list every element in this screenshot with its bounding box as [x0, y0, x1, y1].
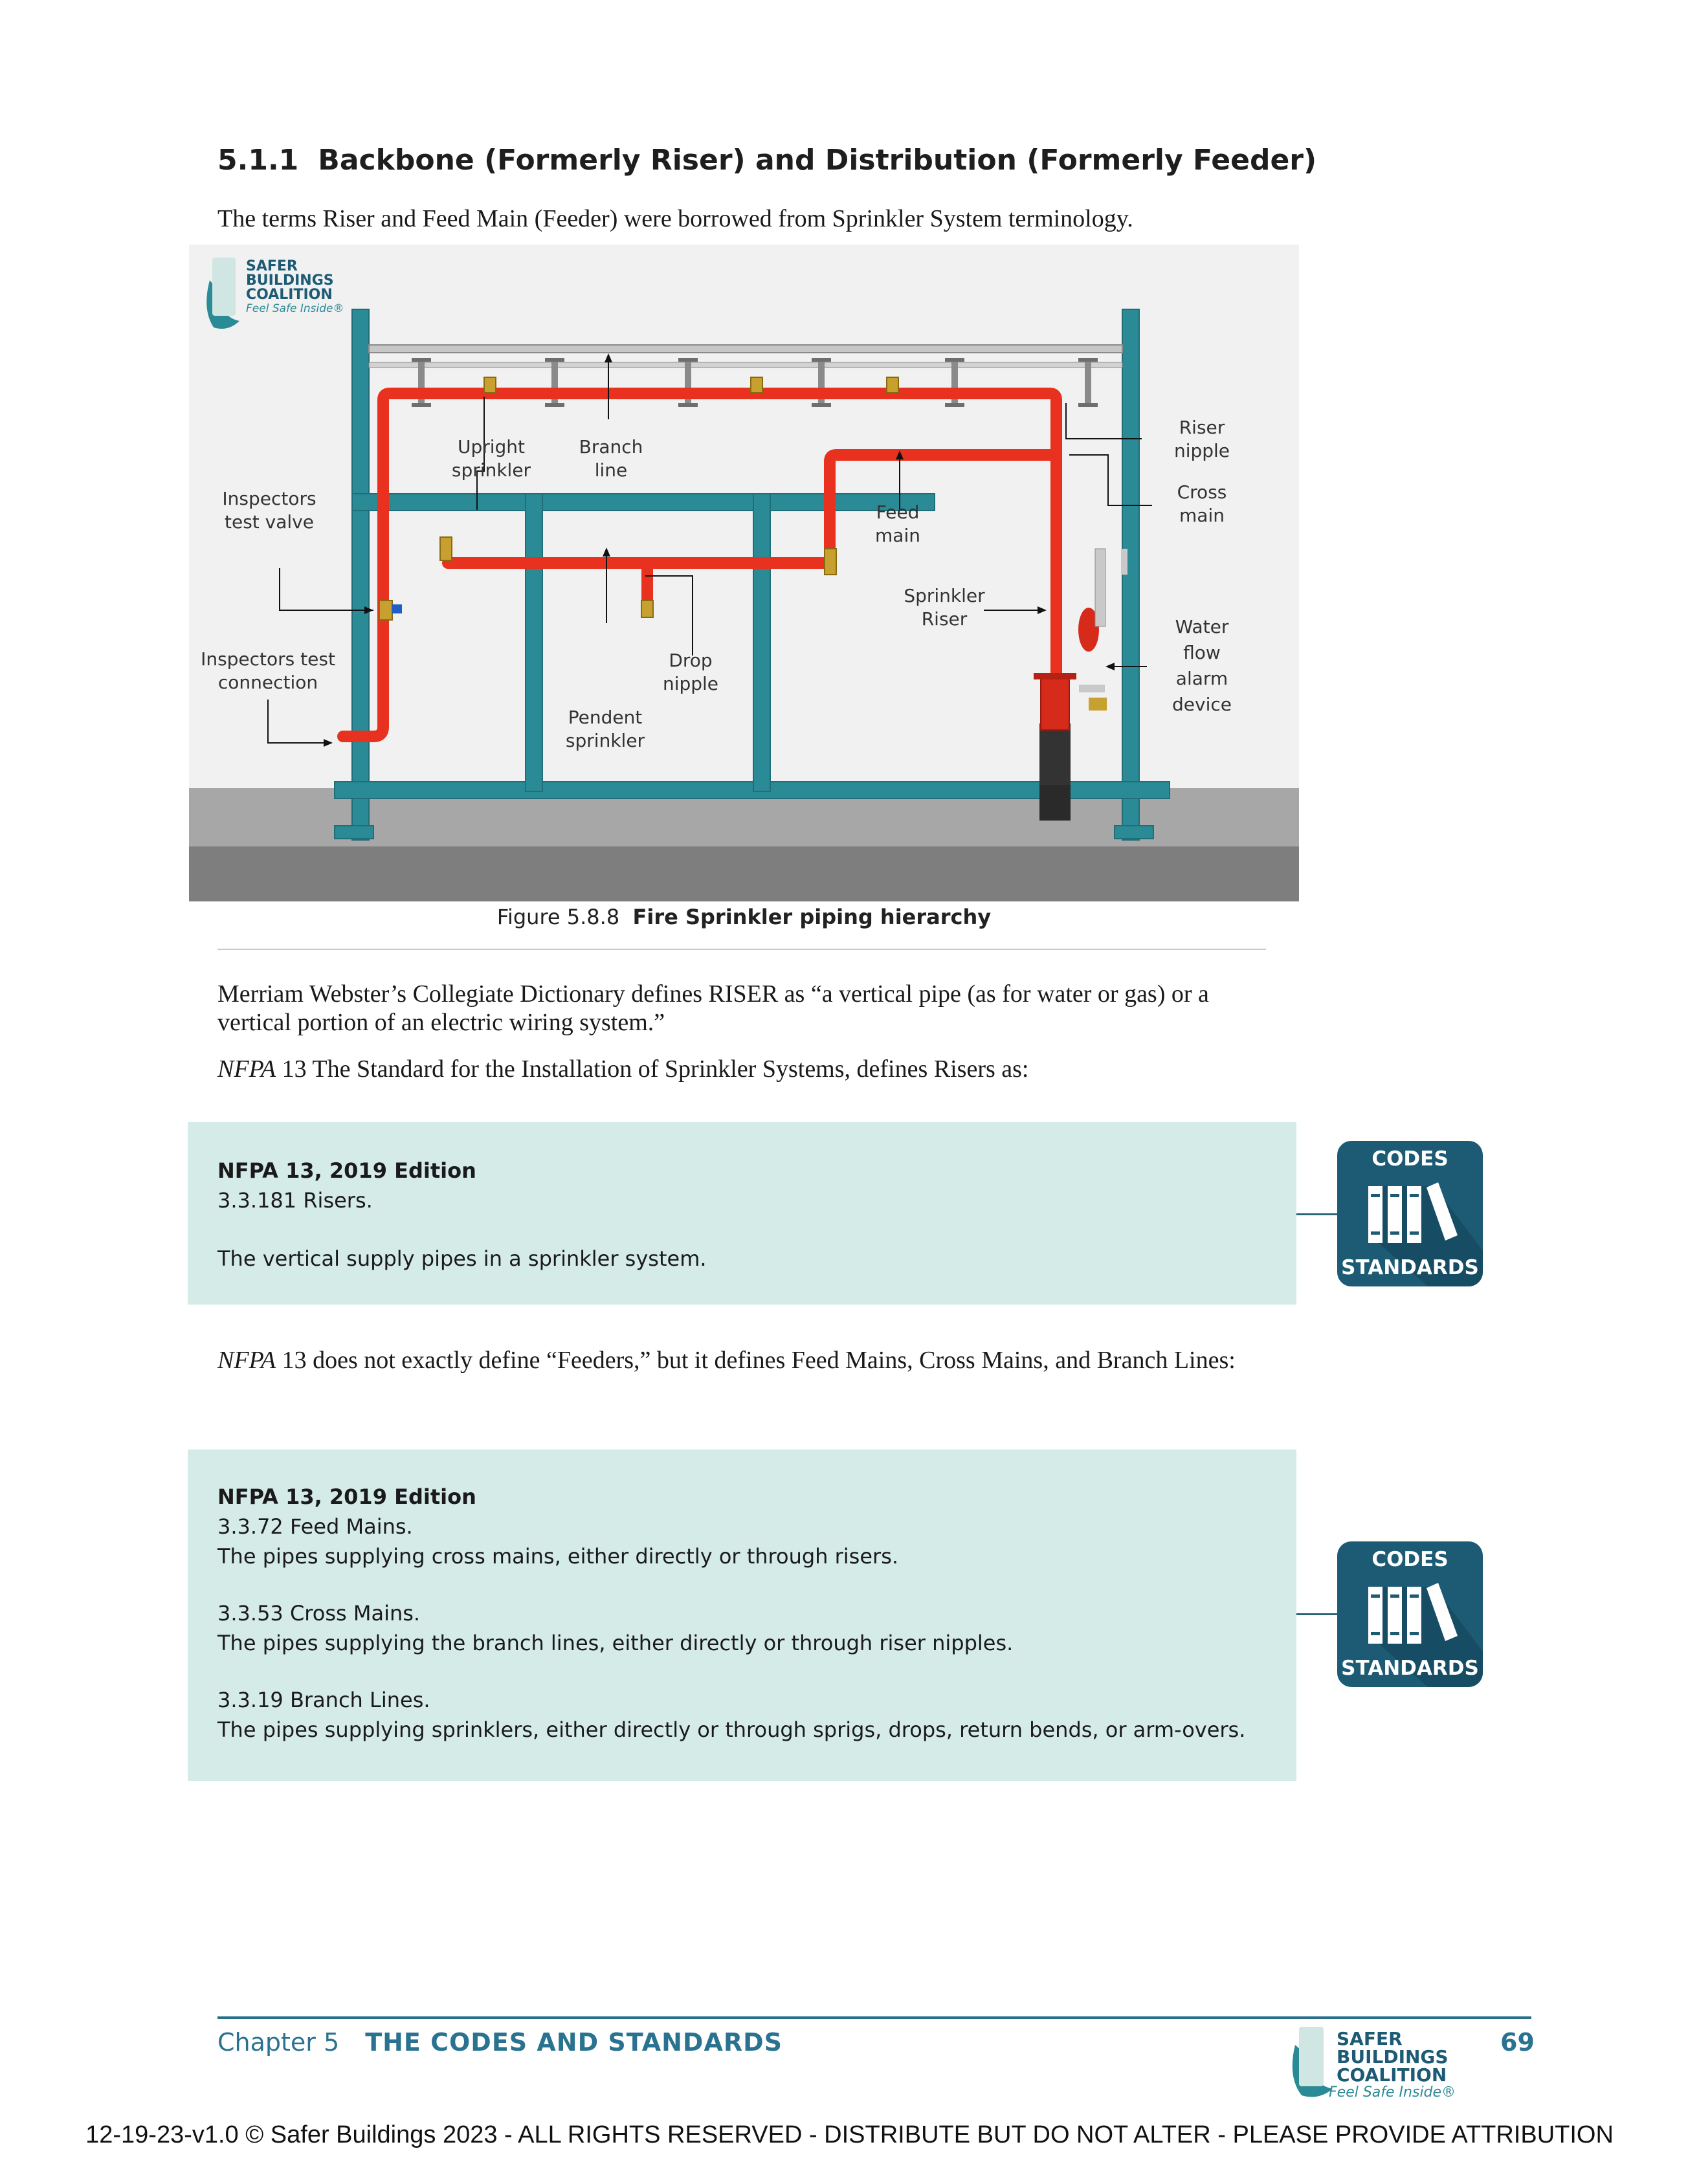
cross-mains-text: The pipes supplying the branch lines, either directly or through riser nipples. — [217, 1631, 1014, 1655]
label-feed-1: Feed — [876, 502, 920, 523]
label-upright-1: Upright — [457, 436, 526, 458]
codes-standards-badge-2 — [1337, 1541, 1483, 1687]
footer-logo-line2: BUILDINGS — [1337, 2046, 1449, 2068]
label-upright-2: sprinkler — [451, 459, 531, 481]
logo-tagline: Feel Safe Inside® — [246, 302, 344, 315]
figure-caption — [189, 905, 1299, 929]
footer-logo — [1285, 2019, 1479, 2103]
footer-logo-tagline: Feel Safe Inside® — [1329, 2084, 1456, 2101]
pendent-head — [641, 601, 653, 617]
label-insp-valve-1: Inspectors — [222, 488, 316, 509]
codes-standards-badge — [1337, 1141, 1483, 1286]
feed-mains-text: The pipes supplying cross mains, either directly or through risers. — [217, 1544, 899, 1569]
label-drop-2: nipple — [662, 673, 719, 694]
badge2-top-label: CODES — [1371, 1548, 1449, 1571]
label-pendent-2: sprinkler — [565, 730, 645, 751]
section-heading — [217, 144, 1316, 177]
label-riser-nipple-2: nipple — [1173, 440, 1230, 461]
check-valve — [825, 549, 836, 575]
nfpa-italic: NFPA — [217, 1055, 276, 1083]
upright-head-1 — [484, 377, 496, 393]
label-feed-2: main — [875, 525, 920, 546]
label-flow-4: device — [1172, 694, 1232, 715]
inspectors-valve-head — [440, 537, 452, 560]
feed-mains-heading: 3.3.72 Feed Mains. — [217, 1514, 413, 1539]
badge2-bottom-label: STANDARDS — [1341, 1657, 1479, 1680]
branch-lines-text: The pipes supplying sprinklers, either directly or through sprigs, drops, return bends, or arm-overs. — [217, 1717, 1246, 1742]
box1-line1: 3.3.181 Risers. — [217, 1188, 373, 1213]
label-riser-2: Riser — [921, 608, 968, 630]
logo-building-icon — [212, 258, 236, 316]
box2-title: NFPA 13, 2019 Edition — [217, 1484, 476, 1509]
intro-paragraph: The terms Riser and Feed Main (Feeder) were borrowed from Sprinkler System terminology. — [217, 205, 1133, 232]
nfpa-feeders-paragraph — [217, 1346, 1279, 1374]
label-flow-1: Water — [1175, 616, 1229, 637]
nfpa-feeders-text: 13 does not exactly define “Feeders,” but it defines Feed Mains, Cross Mains, and Branch Lines: — [276, 1347, 1236, 1374]
label-pendent-1: Pendent — [568, 707, 643, 728]
page-number: 69 — [1500, 2028, 1535, 2057]
label-insp-conn-1: Inspectors test — [201, 648, 335, 670]
label-riser-nipple-1: Riser — [1179, 417, 1225, 438]
box1-connector — [1296, 1213, 1337, 1215]
copyright-notice: 12-19-23-v1.0 © Safer Buildings 2023 - ALL RIGHTS RESERVED - DISTRIBUTE BUT DO NOT ALTER - PLEASE PROVIDE ATTRIBUTION — [85, 2121, 1614, 2148]
label-branch-2: line — [594, 459, 628, 481]
label-branch-1: Branch — [579, 436, 643, 458]
caption-title: Fire Sprinkler piping hierarchy — [632, 905, 992, 929]
logo-line1: SAFER — [246, 258, 298, 274]
cross-mains-heading: 3.3.53 Cross Mains. — [217, 1601, 421, 1626]
chapter-label: Chapter 5 — [217, 2028, 340, 2057]
footer-logo-line3: COALITION — [1337, 2064, 1447, 2086]
badge-top-label: CODES — [1371, 1147, 1449, 1171]
footer-logo-building-icon — [1299, 2027, 1324, 2086]
caption-rule — [217, 949, 1266, 950]
badge-bottom-label: STANDARDS — [1341, 1256, 1479, 1279]
logo-line2: BUILDINGS — [246, 272, 334, 289]
upright-head-3 — [887, 377, 898, 393]
upright-head-2 — [751, 377, 762, 393]
box1-line2: The vertical supply pipes in a sprinkler system. — [217, 1246, 707, 1271]
label-cross-2: main — [1179, 505, 1225, 526]
chapter-section: THE CODES AND STANDARDS — [365, 2028, 783, 2057]
nfpa-risers-paragraph — [217, 1055, 1279, 1083]
section-title: Backbone (Formerly Riser) and Distribution (Formerly Feeder) — [318, 144, 1317, 177]
footer-chapter — [217, 2028, 783, 2057]
label-drop-1: Drop — [669, 650, 713, 671]
label-flow-2: flow — [1183, 642, 1221, 663]
ground-lower — [189, 846, 1299, 901]
label-flow-3: alarm — [1175, 668, 1228, 689]
nfpa-risers-text: 13 The Standard for the Installation of Sprinkler Systems, defines Risers as: — [276, 1055, 1029, 1083]
caption-prefix: Figure 5.8.8 — [496, 905, 620, 929]
nfpa-risers-box — [188, 1122, 1296, 1305]
label-insp-conn-2: connection — [217, 672, 318, 693]
label-insp-valve-2: test valve — [225, 511, 314, 533]
merriam-paragraph: Merriam Webster’s Collegiate Dictionary defines RISER as “a vertical pipe (as for water or gas) or a vertical portion of an electric wiring system.” — [217, 980, 1209, 1036]
inspectors-test-valve — [379, 601, 392, 620]
section-number: 5.1.1 — [217, 144, 299, 177]
box1-title: NFPA 13, 2019 Edition — [217, 1158, 476, 1183]
footer-logo-line1: SAFER — [1337, 2028, 1403, 2049]
logo-line3: COALITION — [246, 287, 333, 303]
nfpa-mains-box — [188, 1450, 1296, 1781]
label-riser-1: Sprinkler — [904, 585, 985, 606]
label-cross-1: Cross — [1177, 481, 1227, 503]
sprinkler-diagram — [189, 245, 1299, 901]
nfpa-italic-2: NFPA — [217, 1347, 276, 1374]
branch-lines-heading: 3.3.19 Branch Lines. — [217, 1688, 430, 1712]
box2-connector — [1296, 1613, 1337, 1615]
test-valve-handle — [392, 604, 402, 613]
